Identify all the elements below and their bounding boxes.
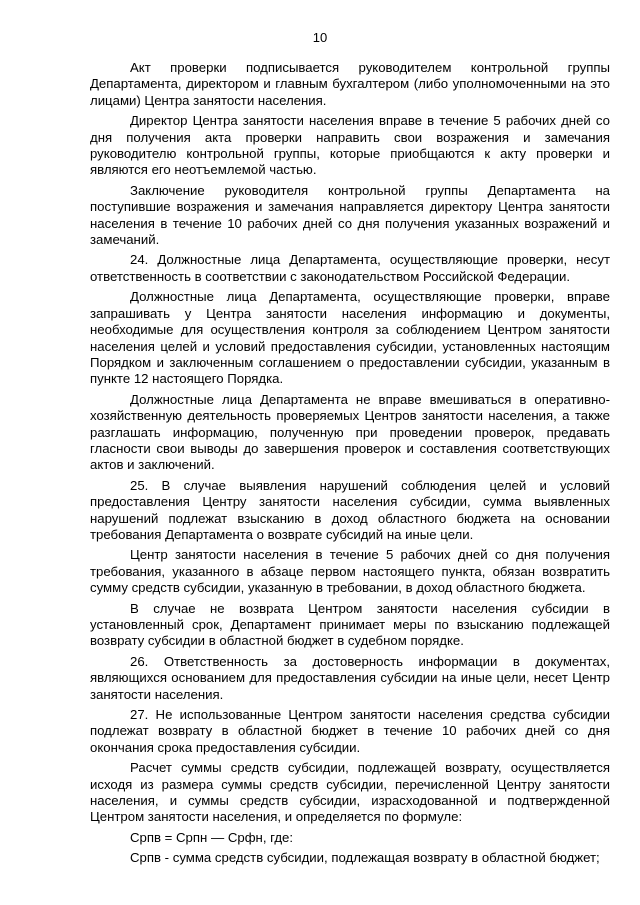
paragraph-conclusion: Заключение руководителя контрольной группы Департамента на поступившие возражения и замечания направляется директору Центра занятости населения в течение 10 рабочих дней со дня получения указанных возражений и замечаний. [90,182,610,248]
paragraph-clause-25: 25. В случае выявления нарушений соблюдения целей и условий предоставления Центру занятости населения субсидии, сумма выявленных нарушений подлежат взысканию в доход областного бюджета на основании требования Департамента о возврате субсидий на иные цели. [90,477,610,542]
paragraph-formula: Српв = Српн — Срфн, где: [130,829,294,845]
paragraph-clause-26: 26. Ответственность за достоверность информации в документах, являющихся основанием для предоставления субсидии на иные цели, несет Центр занятости населения. [90,653,610,702]
paragraph-clause-24: 24. Должностные лица Департамента, осуществляющие проверки, несут ответственность в соответствии с законодательством Российской Федерации. [90,252,610,284]
paragraph-non-return: В случае не возврата Центром занятости населения субсидии в установленный срок, Департамент принимает меры по взысканию подлежащей возврату субсидии в областной бюджет в судебном порядке. [90,600,610,649]
paragraph-officials-rights: Должностные лица Департамента, осуществляющие проверки, вправе запрашивать у Центра занятости населения информацию и документы, необходимые для осуществления контроля за соблюдением Центром занятости населения целей и условий предоставления субсидии, установленных настоящим Порядком и заключенным соглашением о предоставлении субсидии, указанным в пункте 12 настоящего Порядка. [90,289,610,387]
paragraph-officials-restrictions: Должностные лица Департамента не вправе вмешиваться в оперативно-хозяйственную деятельность проверяемых Центров занятости населения, а также разглашать информацию, полученную при проведении проверок, предавать гласности свои выводы до завершения проверок и составления соответствующих актов и заключений. [90,391,610,473]
paragraph-act-signing: Акт проверки подписывается руководителем контрольной группы Департамента, директором и главным бухгалтером (либо уполномоченными на это лицами) Центра занятости населения. [90,60,610,108]
paragraph-calculation: Расчет суммы средств субсидии, подлежащей возврату, осуществляется исходя из размера суммы средств субсидии, перечисленной Центру занятости населения, и суммы средств субсидии, израсходованной и подтвержденной Центром занятости населения, и определяется по формуле: [90,760,610,825]
paragraph-clause-27: 27. Не использованные Центром занятости населения средства субсидии подлежат возврату в областной бюджет в течение 10 рабочих дней со дня окончания срока предоставления субсидии. [90,707,610,755]
page-number: 10 [312,30,328,45]
paragraph-formula-definition: Српв - сумма средств субсидии, подлежащая возврату в областной бюджет; [130,850,600,866]
document-body [90,60,610,871]
paragraph-return-deadline: Центр занятости населения в течение 5 рабочих дней со дня получения требования, указанного в абзаце первом настоящего пункта, обязан возвратить сумму средств субсидии, указанную в требовании, в доход областного бюджета. [90,547,610,596]
paragraph-director-objections: Директор Центра занятости населения вправе в течение 5 рабочих дней со дня получения акта проверки направить свои возражения и замечания руководителю контрольной группы, которые приобщаются к акту проверки и являются его неотъемлемой частью. [90,113,610,178]
